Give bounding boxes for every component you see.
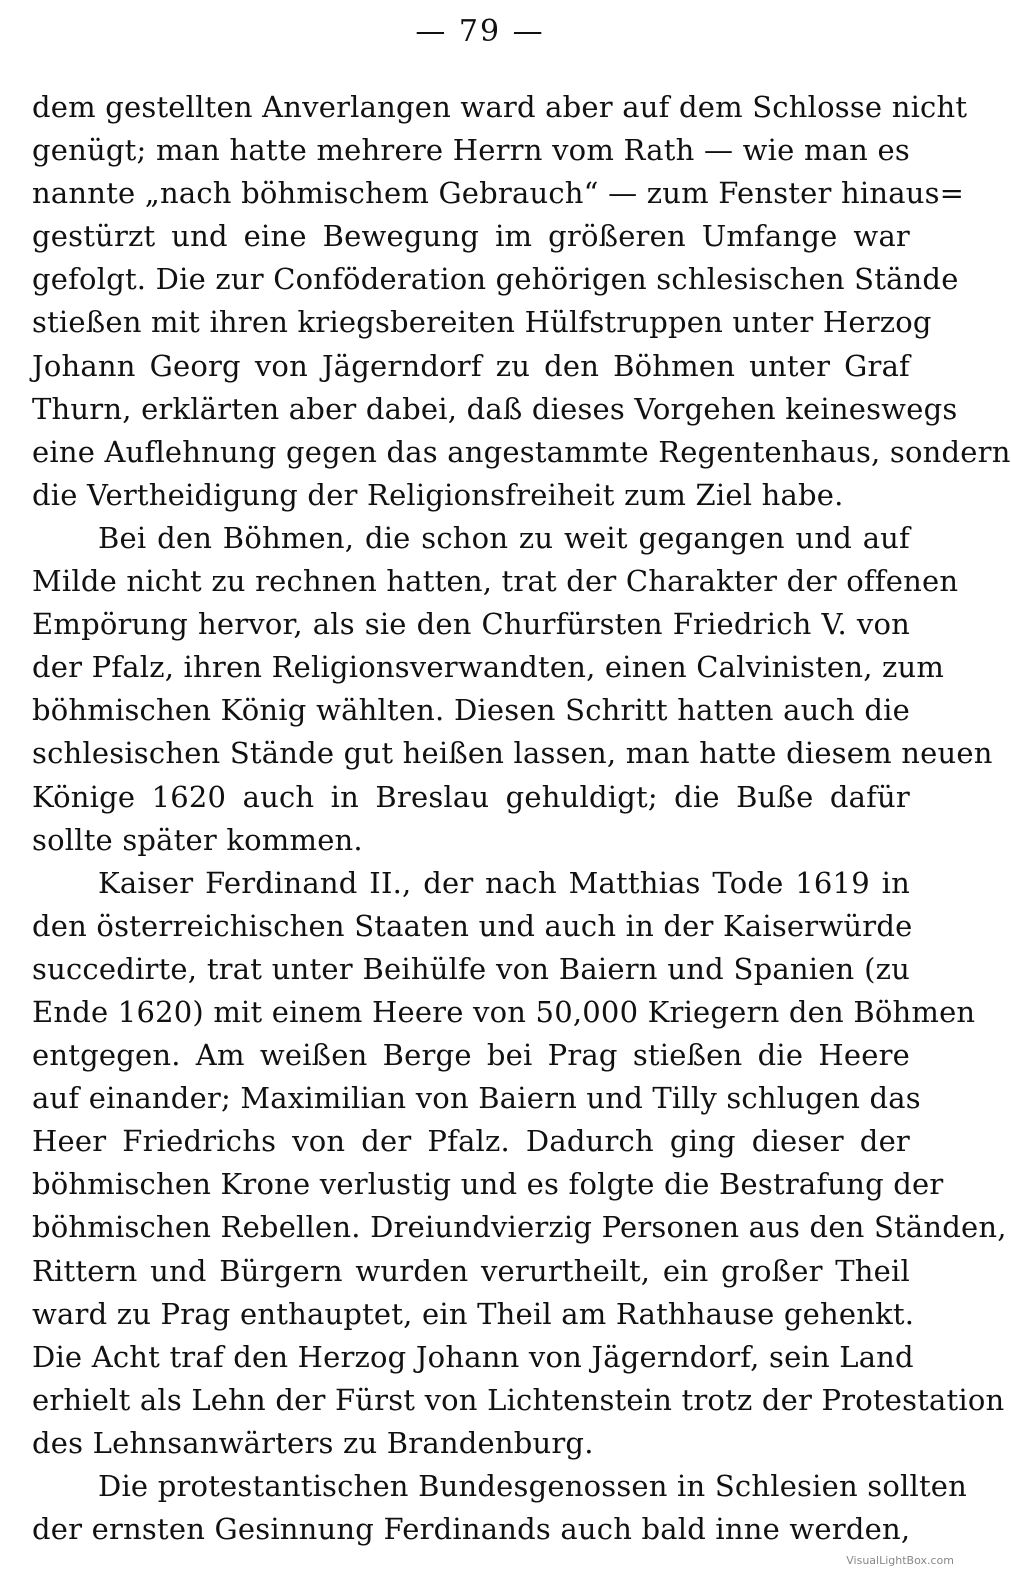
text-line: der ernsten Gesinnung Ferdinands auch bald inne werden, [32, 1512, 911, 1547]
text-line: nannte „nach böhmischem Gebrauch“ — zum Fenster hinaus= [32, 176, 965, 211]
text-line: stießen mit ihren kriegsbereiten Hülfstruppen unter Herzog [32, 305, 932, 340]
text-line: gefolgt. Die zur Conföderation gehörigen schlesischen Stände [32, 262, 959, 297]
text-line: Ende 1620) mit einem Heere von 50,000 Kriegern den Böhmen [32, 994, 976, 1029]
text-line: Könige 1620 auch in Breslau gehuldigt; die Buße dafür [32, 779, 910, 814]
text-line: böhmischen König wählten. Diesen Schritt hatten auch die [32, 693, 910, 728]
text-line: des Lehnsanwärters zu Brandenburg. [32, 1425, 594, 1460]
text-line: der Pfalz, ihren Religionsverwandten, einen Calvinisten, zum [32, 650, 945, 685]
text-line: schlesischen Stände gut heißen lassen, man hatte diesem neuen [32, 736, 993, 771]
text-line: dem gestellten Anverlangen ward aber auf dem Schlosse nicht [32, 90, 968, 124]
text-line: eine Auflehnung gegen das angestammte Regentenhaus, sondern [32, 434, 1011, 469]
text-line: Bei den Böhmen, die schon zu weit gegangen und auf [98, 520, 910, 555]
watermark: VisualLightBox.com [846, 1554, 954, 1567]
text-line: sollte später kommen. [32, 822, 363, 857]
text-line: Thurn, erklärten aber dabei, daß dieses Vorgehen keineswegs [32, 391, 958, 426]
text-line: den österreichischen Staaten und auch in der Kaiserwürde [32, 908, 913, 943]
text-line: gestürzt und eine Bewegung im größeren Umfange war [32, 219, 910, 254]
text-line: Milde nicht zu rechnen hatten, trat der Charakter der offenen [32, 564, 959, 599]
text-line: ward zu Prag enthauptet, ein Theil am Rathhause gehenkt. [32, 1296, 915, 1331]
text-line: erhielt als Lehn der Fürst von Lichtenstein trotz der Protestation [32, 1382, 1005, 1417]
text-line: Kaiser Ferdinand II., der nach Matthias Tode 1619 in [98, 865, 910, 900]
text-line: auf einander; Maximilian von Baiern und Tilly schlugen das [32, 1081, 921, 1116]
text-line: Rittern und Bürgern wurden verurtheilt, ein großer Theil [32, 1253, 910, 1288]
body-text [32, 86, 1011, 1551]
page-number-header: — 79 — [415, 14, 545, 49]
text-line: Empörung hervor, als sie den Churfürsten Friedrich V. von [32, 607, 910, 642]
text-line: genügt; man hatte mehrere Herrn vom Rath — wie man es [32, 133, 910, 168]
text-line: Heer Friedrichs von der Pfalz. Dadurch ging dieser der [32, 1124, 910, 1159]
text-line: böhmischen Krone verlustig und es folgte die Bestrafung der [32, 1167, 944, 1202]
text-line: succedirte, trat unter Beihülfe von Baiern und Spanien (zu [32, 951, 910, 986]
text-line: Die protestantischen Bundesgenossen in Schlesien sollten [98, 1469, 968, 1503]
text-line: Die Acht traf den Herzog Johann von Jägerndorf, sein Land [32, 1339, 914, 1374]
text-line: entgegen. Am weißen Berge bei Prag stießen die Heere [32, 1038, 910, 1073]
text-line: Johann Georg von Jägerndorf zu den Böhmen unter Graf [32, 348, 910, 383]
text-line: die Vertheidigung der Religionsfreiheit zum Ziel habe. [32, 477, 844, 512]
text-line: böhmischen Rebellen. Dreiundvierzig Personen aus den Ständen, [32, 1210, 1007, 1245]
